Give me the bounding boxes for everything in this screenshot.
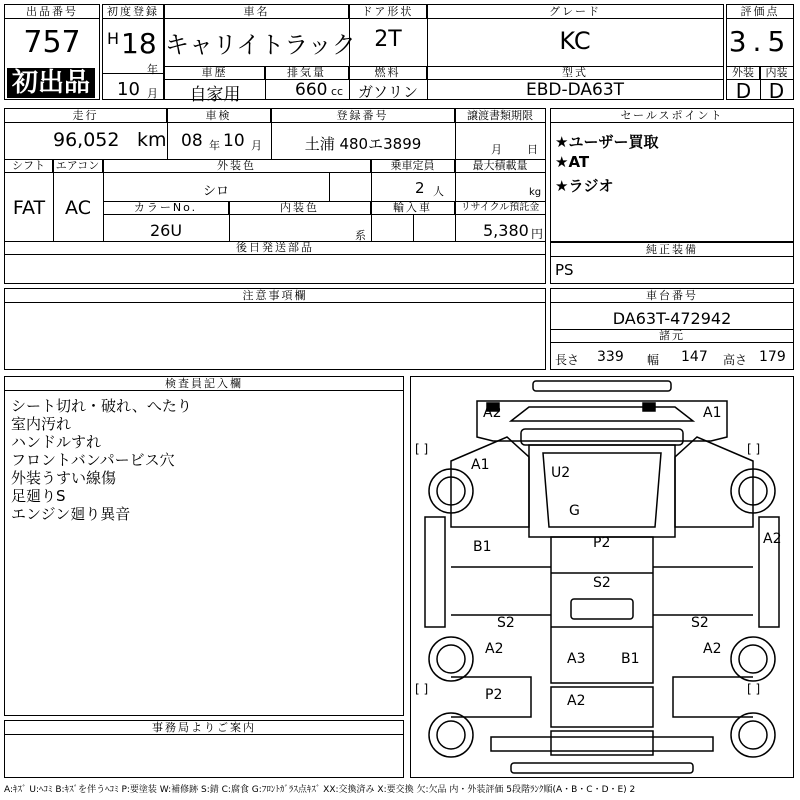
- model: EBD-DA63T: [525, 80, 625, 100]
- transfer-label: 譲渡書類期限: [455, 109, 545, 123]
- interior-label: 内装: [760, 66, 793, 80]
- mileage-unit: km: [137, 129, 167, 151]
- car-name-label: 車名: [165, 5, 349, 19]
- grade: KC: [559, 27, 591, 55]
- shift: FAT: [12, 197, 46, 219]
- exterior-grade: D: [735, 79, 752, 103]
- sales-points-box: [550, 108, 794, 242]
- mark-door-left: B1: [473, 539, 492, 555]
- mark-rear-left: A2: [485, 641, 504, 657]
- mark-tail: A2: [567, 693, 586, 709]
- mark-fender-left: A1: [471, 457, 490, 473]
- inspection-year-unit: 年: [209, 139, 220, 152]
- int-color-unit: 系: [355, 229, 366, 242]
- width: 147: [681, 349, 708, 365]
- bracket-right-top: [ ]: [747, 442, 761, 456]
- mark-bed-mid: S2: [593, 575, 611, 591]
- inspection-label: 車検: [167, 109, 271, 123]
- sales-points-label: セールスポイント: [551, 109, 793, 123]
- capacity: 2: [415, 179, 425, 197]
- plate-label: 登録番号: [271, 109, 455, 123]
- fuel: ガソリン: [357, 83, 418, 101]
- recycle-label: リサイクル預託金: [455, 201, 545, 215]
- chassis-box: [550, 288, 794, 370]
- int-color-label: 内装色: [229, 201, 371, 215]
- later-parts-label: 後日発送部品: [5, 241, 545, 255]
- ext-color-label: 外装色: [103, 159, 371, 173]
- interior-grade: D: [768, 79, 785, 103]
- mark-bed-b1: B1: [621, 651, 640, 667]
- load-label: 最大積載量: [455, 159, 545, 173]
- truck-damage-diagram: [411, 377, 793, 777]
- displacement: 660: [295, 80, 328, 100]
- mark-rear-p2: P2: [485, 687, 503, 703]
- door-type: 2T: [374, 27, 402, 52]
- specs-box: [4, 108, 546, 284]
- displacement-label: 排気量: [265, 66, 349, 80]
- chassis-label: 車台番号: [551, 289, 793, 303]
- ac-label: エアコン: [53, 159, 103, 173]
- score-box: [726, 4, 794, 103]
- sales-point-1: ★ユーザー買取: [555, 133, 659, 151]
- bracket-left-bottom: [ ]: [415, 682, 429, 696]
- ext-color: シロ: [202, 184, 229, 199]
- mark-bed-front: P2: [593, 535, 611, 551]
- color-no: 26U: [149, 221, 183, 240]
- height: 179: [759, 349, 786, 365]
- lot-number: 757: [23, 25, 81, 60]
- genuine-label: 純正装備: [551, 243, 793, 257]
- recycle: 5,380: [483, 221, 529, 240]
- lot-box: [4, 4, 100, 100]
- capacity-unit: 人: [433, 185, 444, 198]
- inspector-line-6: 足廻りS: [11, 487, 66, 505]
- transfer-day-unit: 日: [527, 143, 538, 156]
- length-label: 長さ: [555, 353, 580, 367]
- reg-month: 10: [117, 79, 140, 100]
- bracket-left-top: [ ]: [415, 442, 429, 456]
- inspector-label: 検査員記入欄: [5, 377, 403, 391]
- score: 3.5: [728, 25, 792, 58]
- genuine-value: PS: [555, 261, 574, 279]
- history-label: 車歴: [165, 66, 265, 80]
- load-unit: kg: [529, 187, 542, 198]
- legend: A:ｷｽﾞ U:ﾍｺﾐ B:ｷｽﾞを伴うﾍｺﾐ P:要塗装 W:補修跡 S:錆 C:腐食 G:ﾌﾛﾝﾄｶﾞﾗｽ点ｷｽﾞ XX:交換済み X:要交換 欠:欠品 内・外装評価 5段階ﾗﾝｸ順(A・B・C・D・E) 2: [4, 785, 636, 795]
- capacity-label: 乗車定員: [371, 159, 455, 173]
- car-info-box: [164, 4, 724, 105]
- first-listing-badge: 初出品: [7, 68, 95, 98]
- shift-label: シフト: [5, 159, 53, 173]
- year-unit: 年: [147, 63, 158, 76]
- import-label: 輸入車: [371, 201, 455, 215]
- inspector-line-4: フロントバンパービス穴: [11, 451, 175, 469]
- inspection-month-unit: 月: [251, 139, 262, 152]
- mileage: 96,052: [53, 129, 120, 151]
- mark-bed-a3: A3: [567, 651, 586, 667]
- color-no-label: カラーNo.: [103, 201, 229, 215]
- mark-glass: G: [569, 503, 580, 519]
- history: 自家用: [189, 85, 241, 105]
- first-reg-box: [102, 4, 164, 100]
- office-box: [4, 720, 404, 778]
- damage-diagram-box: [410, 376, 794, 778]
- fuel-label: 燃料: [349, 66, 427, 80]
- inspector-line-2: 室内汚れ: [11, 415, 72, 433]
- inspector-line-1: シート切れ・破れ、へたり: [11, 397, 192, 415]
- reg-year: 18: [121, 27, 157, 60]
- first-reg-label: 初度登録: [103, 5, 163, 19]
- chassis-number: DA63T-472942: [612, 309, 732, 328]
- ac: AC: [65, 197, 91, 219]
- mark-front-left: A2: [483, 405, 502, 421]
- inspector-box: [4, 376, 404, 716]
- exterior-label: 外装: [727, 66, 760, 80]
- notes-label: 注意事項欄: [5, 289, 545, 303]
- model-label: 型式: [427, 66, 723, 80]
- car-name: キャリイトラック: [165, 31, 356, 59]
- transfer-month-unit: 月: [491, 143, 502, 156]
- office-label: 事務局よりご案内: [5, 721, 403, 735]
- length: 339: [597, 349, 624, 365]
- sales-point-2: ★AT: [555, 153, 590, 171]
- score-label: 評価点: [727, 5, 793, 19]
- mark-sill-left: S2: [497, 615, 515, 631]
- mark-sill-right: S2: [691, 615, 709, 631]
- mark-roof: U2: [551, 465, 571, 481]
- inspection-month: 10: [223, 131, 245, 151]
- inspection-year: 08: [181, 131, 203, 151]
- month-unit: 月: [147, 87, 158, 100]
- inspector-line-3: ハンドルすれ: [11, 433, 102, 451]
- door-label: ドア形状: [349, 5, 427, 19]
- width-label: 幅: [647, 353, 660, 367]
- bracket-right-bottom: [ ]: [747, 682, 761, 696]
- recycle-unit: 円: [531, 227, 544, 241]
- dims-label: 諸元: [551, 329, 793, 343]
- era: H: [107, 29, 120, 48]
- height-label: 高さ: [723, 353, 748, 367]
- mileage-label: 走行: [5, 109, 167, 123]
- lot-number-label: 出品番号: [5, 5, 99, 19]
- mark-bed-right: A2: [763, 531, 782, 547]
- sales-point-3: ★ラジオ: [555, 177, 614, 195]
- mark-front-right: A1: [703, 405, 722, 421]
- inspector-line-5: 外装うすい線傷: [11, 469, 117, 487]
- genuine-box: [550, 242, 794, 284]
- inspector-line-7: エンジン廻り異音: [11, 505, 131, 523]
- grade-label: グレード: [427, 5, 723, 19]
- notes-box: [4, 288, 546, 370]
- displacement-unit: cc: [331, 85, 344, 98]
- mark-rear-right: A2: [703, 641, 722, 657]
- plate: 土浦 480エ3899: [304, 135, 422, 153]
